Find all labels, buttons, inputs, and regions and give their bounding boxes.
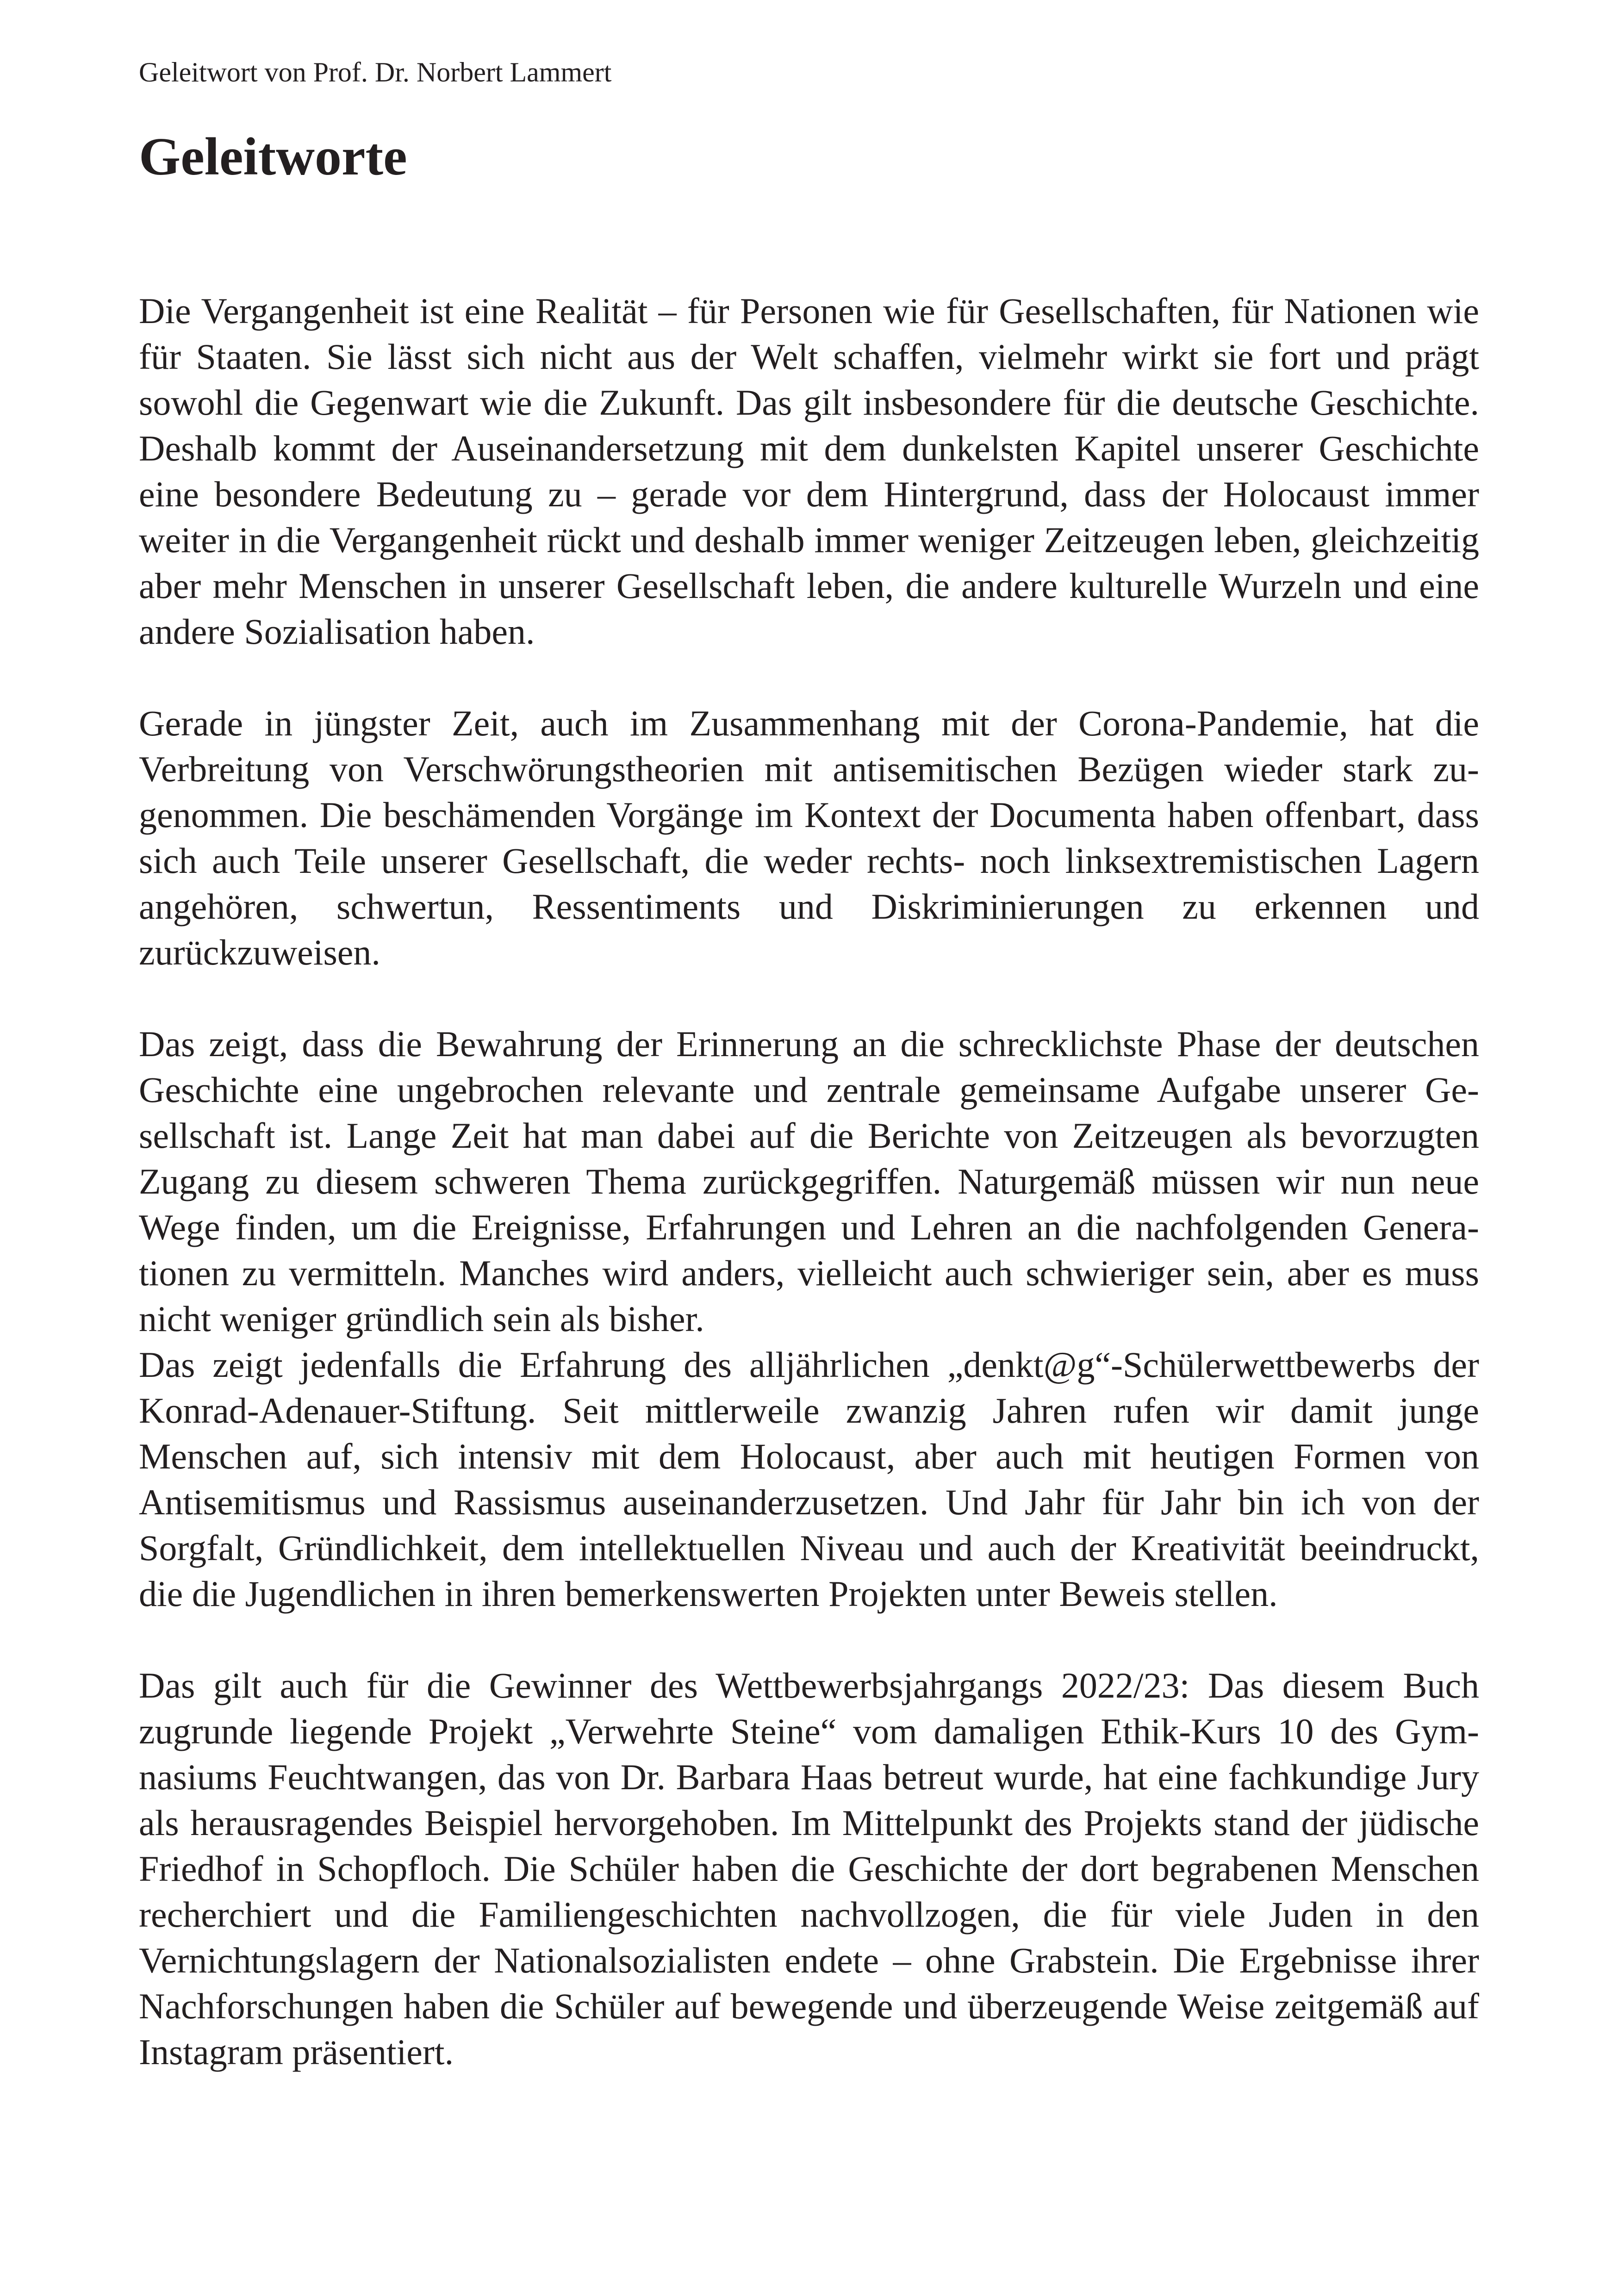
running-header: Geleitwort von Prof. Dr. Norbert Lammert bbox=[139, 57, 612, 87]
paragraph-2: Gerade in jüngster Zeit, auch im Zusammenhang mit der Corona-Pandemie, hat die Verbreitung von Verschwörungstheorien mit antisemitischen Bezügen wieder stark zugenommen. Die beschämenden Vorgänge im Kontext der Documenta haben offenbart, dass sich auch Teile unserer Gesellschaft, die weder rechts- noch linksextremistischen Lagern angehören, schwertun, Ressentiments und Diskriminierungen zu erkennen und zurückzuweisen. bbox=[139, 703, 1479, 972]
page-title: Geleitworte bbox=[139, 127, 407, 187]
paragraph-4: Das zeigt jedenfalls die Erfahrung des alljährlichen „denkt@g“-Schülerwettbewerbs der Konrad-Adenauer-Stiftung. Seit mittlerweile zwanzig Jahren rufen wir damit junge Menschen auf, sich intensiv mit dem Holocaust, aber auch mit heutigen Formen von Antisemitismus und Rassismus auseinanderzusetzen. Und Jahr für Jahr bin ich von der Sorgfalt, Gründlichkeit, dem intellektuellen Niveau und auch der Kreativität beeindruckt, die die Jugendlichen in ihren bemerkenswerten Projekten unter Beweis stellen. bbox=[139, 1344, 1479, 1614]
paragraph-1: Die Vergangenheit ist eine Realität – für Personen wie für Gesellschaften, für Nationen wie für Staaten. Sie lässt sich nicht aus der Welt schaffen, vielmehr wirkt sie fort und prägt sowohl die Gegenwart wie die Zukunft. Das gilt insbesondere für die deutsche Geschichte. Deshalb kommt der Auseinandersetzung mit dem dunkelsten Kapitel unserer Geschichte eine besondere Bedeutung zu – gerade vor dem Hintergrund, dass der Holocaust immer weiter in die Vergangenheit rückt und deshalb immer weniger Zeitzeugen leben, gleichzeitig aber mehr Menschen in unserer Gesellschaft leben, die andere kulturelle Wurzeln und eine andere Sozialisation haben. bbox=[139, 291, 1479, 652]
document-page bbox=[139, 0, 1479, 2296]
paragraph-3: Das zeigt, dass die Bewahrung der Erinnerung an die schrecklichste Phase der deutschen Geschichte eine ungebrochen relevante und zentrale gemeinsame Aufgabe unserer Gesellschaft ist. Lange Zeit hat man dabei auf die Berichte von Zeitzeugen als bevorzugten Zugang zu diesem schweren Thema zurückgegriffen. Naturgemäß müssen wir nun neue Wege finden, um die Ereignisse, Erfahrungen und Lehren an die nachfolgenden Generationen zu vermitteln. Manches wird anders, vielleicht auch schwieriger sein, aber es muss nicht weniger gründlich sein als bisher. bbox=[139, 1024, 1479, 1339]
body-text bbox=[139, 288, 1479, 2075]
paragraph-5: Das gilt auch für die Gewinner des Wettbewerbsjahrgangs 2022/23: Das diesem Buch zugrunde liegende Projekt „Verwehrte Steine“ vom damaligen Ethik-Kurs 10 des Gymnasiums Feuchtwangen, das von Dr. Barbara Haas betreut wurde, hat eine fachkundige Jury als herausragendes Beispiel hervorgehoben. Im Mittelpunkt des Projekts stand der jüdische Friedhof in Schopfloch. Die Schüler haben die Geschichte der dort begrabenen Menschen recherchiert und die Familiengeschichten nachvollzogen, die für viele Juden in den Vernichtungslagern der Nationalsozialisten endete – ohne Grabstein. Die Ergebnisse ihrer Nachforschungen haben die Schüler auf bewegende und überzeugende Weise zeitgemäß auf Instagram präsentiert. bbox=[139, 1665, 1479, 2072]
